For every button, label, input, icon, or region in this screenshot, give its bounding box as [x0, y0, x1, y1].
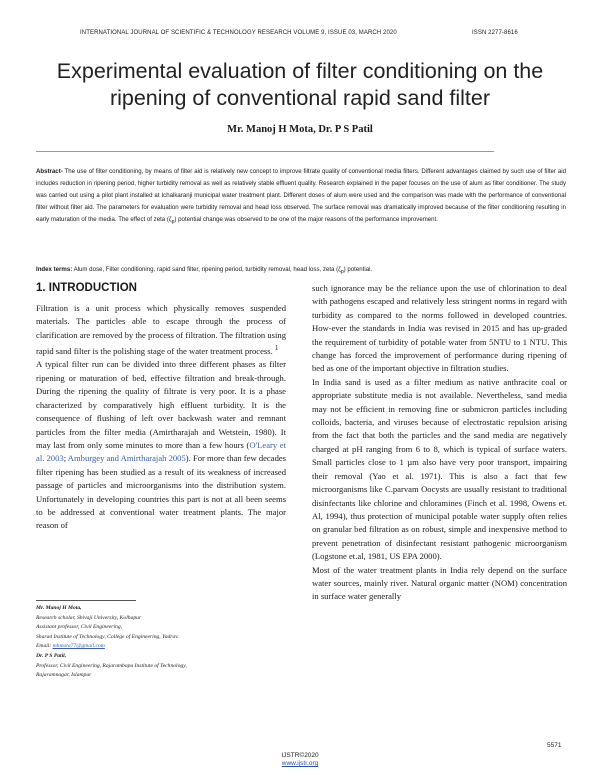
separator: ;	[63, 453, 68, 464]
abstract	[36, 166, 566, 229]
paragraph: Most of the water treatment plants in India rely depend on the surface water sources, mainly river. Natural organic matter (NOM) concentration in surface water generally	[312, 564, 567, 602]
left-column	[36, 302, 286, 533]
paper-title: Experimental evaluation of filter conditioning on the ripening of conventional rapid sand filter	[56, 59, 544, 110]
footnote-line: Research scholar, Shivaji University, Kolhapur	[36, 614, 142, 621]
abstract-text-end: ) potential change was observed to be one of the major reasons of the performance improvement.	[174, 216, 438, 224]
abstract-text: The use of filter conditioning, by means of filter aid is relatively new concept to improve filtrate quality of conventional media filters. Different advantages claimed by such use of filter aid includes reduction in ripening period, higher turbidity removal as well as relatively stable effluent quality. Research explained in the paper focuses on the use of alum as filter conditioner. The study was carried out using a pilot plant installed at Ichalkaranji municipal water treatment plant. Different doses of alum were used and the comparison was made with the performance of conventional filter without filter aid. The parameters for evaluation were turbidity removal and head loss observed. The surface removal was dramatically improved because of the filter conditioning resulting in early maturation of the media. The effect of zeta (ζ	[36, 168, 566, 224]
email-label: Email:	[36, 643, 53, 650]
footnote-author-2: Dr. P S Patil,	[36, 652, 67, 659]
index-terms-end: ) potential.	[343, 266, 373, 273]
footer-url-link[interactable]: www.ijstr.org	[281, 760, 319, 767]
reference-link[interactable]: O'Leary et al. 2003	[36, 439, 286, 464]
abstract-label: Abstract-	[36, 168, 63, 175]
paragraph-text: ). For more than few decades filter ripening has been studied as a result of its weakness of increased passage of particles and microorganisms into the distribution system. Unfortunately in developing countries this part is not at all been seems to be addressed at conventional water treatment plants. The major reason of	[36, 453, 287, 531]
running-header	[0, 30, 600, 42]
section-title: 1. INTRODUCTION	[36, 282, 137, 294]
paragraph-text: A typical filter run can be divided into three different phases as filter ripening or maturation of bed, effective filtration and break-through. During the ripening the quality of filtrate is very poor. It is a phase characterized by comparatively high effluent turbidity. It is the consequence of flushing of left over backwash water and remnant particles from the filter media (Amirtharajah and Wetstein, 1980). It may last from only some minutes to more than a few hours (	[36, 359, 286, 450]
index-terms-sub: p	[340, 269, 344, 276]
title-divider	[36, 151, 494, 152]
index-terms-label: Index terms:	[36, 266, 73, 273]
citation-superscript: 1	[274, 344, 279, 353]
footnote-divider	[36, 600, 136, 601]
reference-link[interactable]: Amburgey and Amirtharajah 2005	[67, 453, 186, 464]
footnote-email-line	[36, 642, 286, 652]
footnote-line: Assistant professor, Civil Engineering,	[36, 624, 123, 631]
right-column	[312, 282, 567, 604]
journal-header: INTERNATIONAL JOURNAL OF SCIENTIFIC & TECHNOLOGY RESEARCH VOLUME 9, ISSUE 03, MARCH 2020	[80, 30, 397, 36]
author-footnote	[36, 604, 286, 681]
page-footer	[0, 752, 600, 768]
abstract-sub: p	[171, 219, 175, 226]
paragraph	[36, 358, 286, 532]
page-number: 5571	[547, 742, 562, 749]
footer-copyright: IJSTR©2020	[281, 752, 319, 759]
footnote-line: Professor, Civil Engineering, Rajarambapu Institute of Technology,	[36, 662, 187, 669]
paper-authors: Mr. Manoj H Mota, Dr. P S Patil	[227, 124, 373, 135]
paragraph: such ignorance may be the reliance upon the use of chlorination to deal with pathogens escaped and relatively less stringent norms in regard with turbidity as compared to the norms followed in developed countries. How-ever the standards in India was revised in 2015 and has up-graded the requirement of turbidity of potable water from 5NTU to 1 NTU. This change has forced the improvement of performance during ripening of bed as one of the important objective in filtration studies.	[312, 283, 567, 374]
footnote-author-1: Mr. Manoj H Mota,	[36, 605, 82, 611]
paragraph	[36, 302, 286, 358]
index-terms	[36, 264, 566, 278]
issn-header: ISSN 2277-8616	[472, 30, 518, 36]
email-link[interactable]: mhmota77@gmail.com	[52, 643, 105, 650]
footnote-line: Sharad Institute of Technology, College of Engineering, Yadrav.	[36, 633, 179, 640]
index-terms-text: Alum dose, Filter conditioning, rapid sand filter, ripening period, turbidity removal, head loss, zeta (ζ	[72, 266, 341, 273]
paragraph: In India sand is used as a filter medium as native anthracite coal or appropriate substitute media is not available. Nevertheless, sand media may not be efficient in removing fine or submicron particles including colloids, bacteria, and viruses because of electrostatic repulsion arising from the fact that both the particles and the sand media are negatively charged at pH ranging from 6 to 8, which is typical of surface waters. Small particles close to 1 µm also have very poor transport, impairing their removal (Yao et al. 1971). This is also a fact that few microorganisms like C.parvam Oocysts are usually resistant to traditional disinfectants like chlorine and chloramines (Finch et al. 1998, Owens et. Al, 1994), thus protection of municipal potable water supply often relies on granular bed filtration as on robust, simple and inexpensive method to prevent penetration of disinfectant resistant pathogenic microorganism (Logstone et.al, 1981, US EPA 2000).	[312, 376, 567, 562]
paragraph-text: Filtration is a unit process which physically removes suspended materials. The particles able to escape through the process of clarification are removed by the process of filtration. The filtration using rapid sand filter is the polishing stage of the water treatment process.	[36, 303, 286, 357]
footnote-line: Rajaramnagar, Islampur	[36, 672, 92, 679]
